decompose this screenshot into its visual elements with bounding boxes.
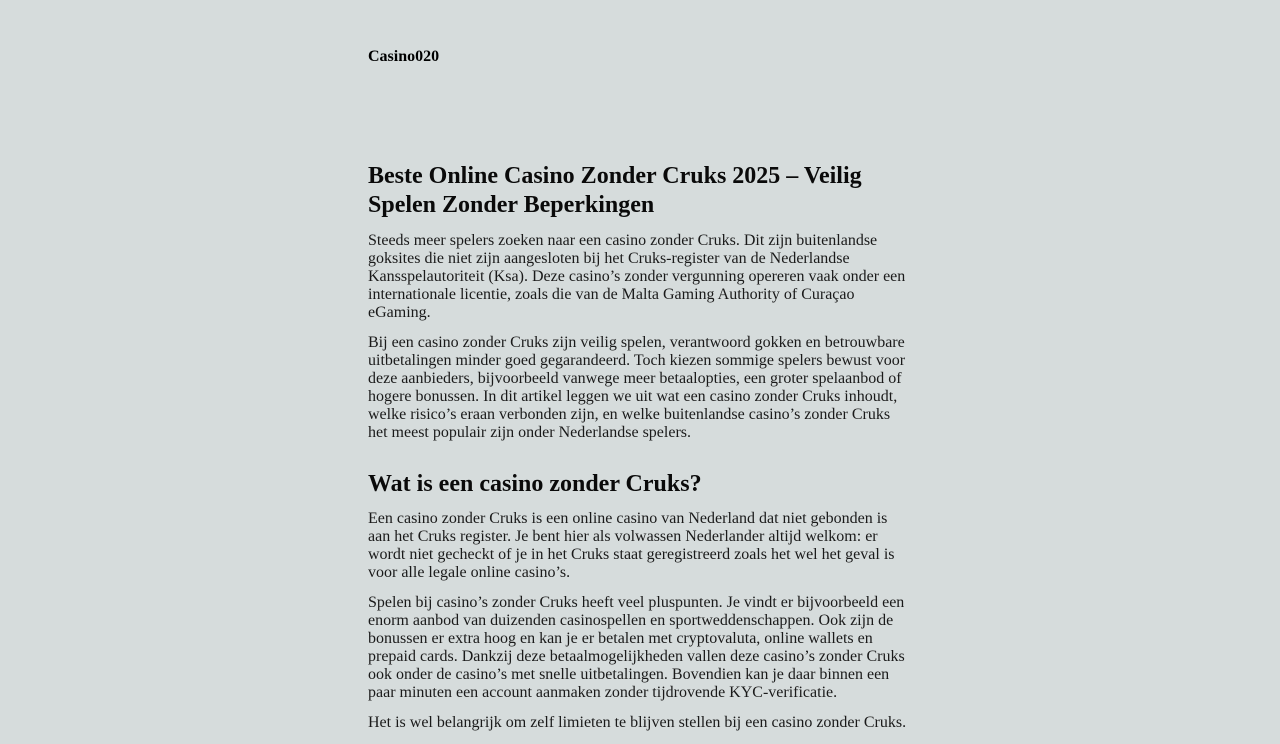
- section-paragraph: Het is wel belangrijk om zelf limieten te blijven stellen bij een casino zonder Cruks.: [368, 714, 907, 731]
- section-paragraph: Spelen bij casino’s zonder Cruks heeft veel pluspunten. Je vindt er bijvoorbeeld een enorm aanbod van duizenden casinospellen en sportweddenschappen. Ook zijn de bonussen er extra hoog en kan je er betalen met cryptovaluta, online wallets en prepaid cards. Dankzij deze betaalmogelijkheden vallen deze casino’s zonder Cruks ook onder de casino’s met snelle uitbetalingen. Bovendien kan je daar binnen een paar minuten een account aanmaken zonder tijdrovende KYC-verificatie.: [368, 594, 905, 701]
- article: [368, 162, 908, 744]
- intro-paragraph: Steeds meer spelers zoeken naar een casino zonder Cruks. Dit zijn buitenlandse goksites die niet zijn aangesloten bij het Cruks-register van de Nederlandse Kansspelautoriteit (Ksa). Deze casino’s zonder vergunning opereren vaak onder een internationale licentie, zoals die van de Malta Gaming Authority of Curaçao eGaming.: [368, 232, 906, 321]
- section-heading: Wat is een casino zonder Cruks?: [368, 471, 702, 497]
- article-title: Beste Online Casino Zonder Cruks 2025 – Veilig Spelen Zonder Beperkingen: [368, 163, 862, 218]
- site-title-link[interactable]: Casino020: [368, 48, 440, 65]
- section-paragraph: Een casino zonder Cruks is een online casino van Nederland dat niet gebonden is aan het Cruks register. Je bent hier als volwassen Nederlander altijd welkom: er wordt niet gecheckt of je in het Cruks staat geregistreerd zoals het wel het geval is voor alle legale online casino’s.: [368, 510, 895, 581]
- intro-paragraph: Bij een casino zonder Cruks zijn veilig spelen, verantwoord gokken en betrouwbare uitbetalingen minder goed gegarandeerd. Toch kiezen sommige spelers bewust voor deze aanbieders, bijvoorbeeld vanwege meer betaalopties, een groter spelaanbod of hogere bonussen. In dit artikel leggen we uit wat een casino zonder Cruks inhoudt, welke risico’s eraan verbonden zijn, en welke buitenlandse casino’s zonder Cruks het meest populair zijn onder Nederlandse spelers.: [368, 334, 906, 441]
